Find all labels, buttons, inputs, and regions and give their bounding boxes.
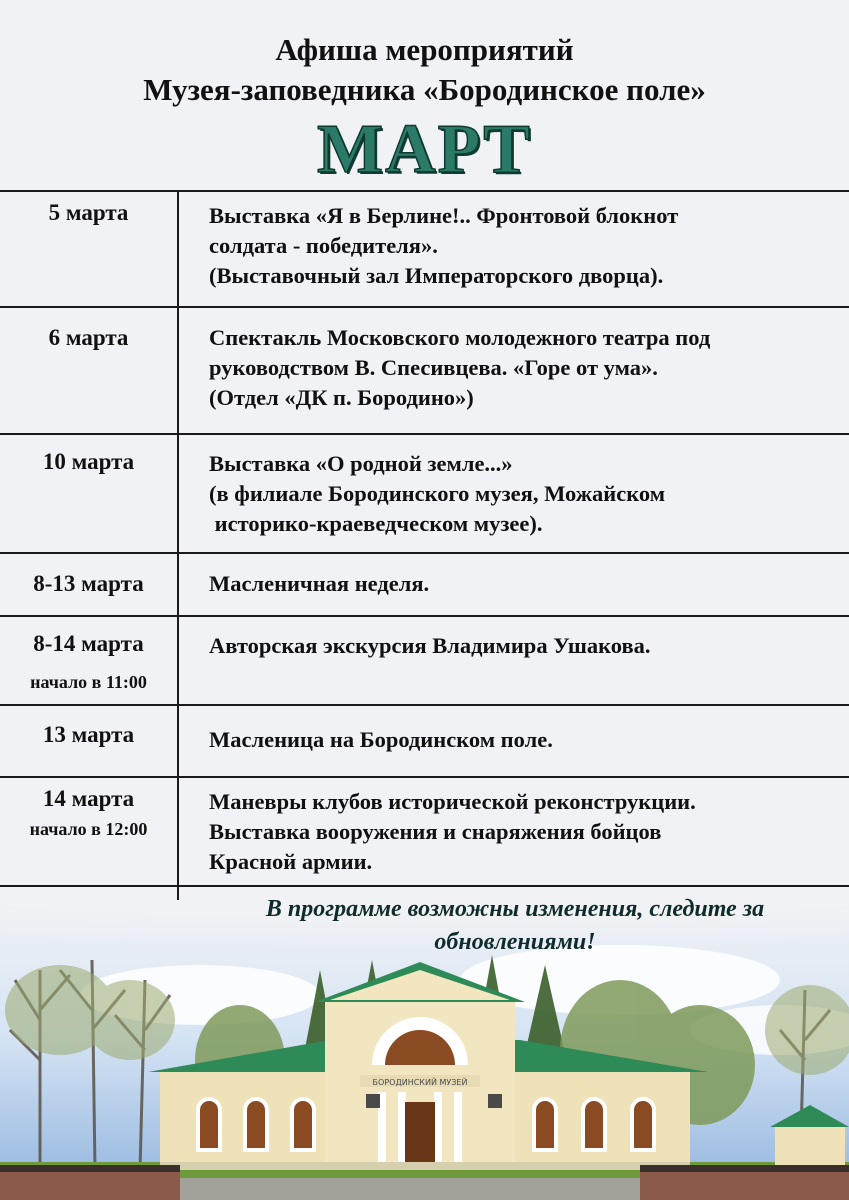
event-description (209, 787, 839, 877)
event-description (209, 323, 839, 413)
event-date: 14 марта (42, 786, 135, 811)
table-rule (0, 190, 849, 192)
event-line: руководством В. Спесивцева. «Горе от ума». (209, 355, 658, 380)
event-description (209, 631, 839, 661)
event-date: 6 марта (48, 325, 129, 350)
event-line: Авторская экскурсия Владимира Ушакова. (209, 633, 651, 658)
event-line: историко-краеведческом музее). (209, 511, 543, 536)
table-rule (0, 552, 849, 554)
museum-sign: БОРОДИНСКИЙ МУЗЕЙ (372, 1078, 468, 1087)
poster-header (0, 0, 849, 190)
event-line: Красной армии. (209, 849, 373, 874)
event-line: Масленичная неделя. (209, 571, 430, 596)
table-rule (0, 306, 849, 308)
poster-title-line1: Афиша мероприятий (275, 32, 574, 67)
table-rule (0, 615, 849, 617)
event-date: 10 марта (42, 449, 135, 474)
poster-title-line2: Музея-заповедника «Бородинское поле» (143, 72, 706, 107)
event-line: (Отдел «ДК п. Бородино») (209, 385, 474, 410)
event-date: 13 марта (42, 722, 135, 747)
event-description (209, 201, 839, 291)
table-rule (0, 704, 849, 706)
event-description (209, 725, 839, 755)
event-line: Выставка «О родной земле...» (209, 451, 513, 476)
table-rule (0, 885, 849, 887)
event-line: Выставка вооружения и снаряжения бойцов (209, 819, 662, 844)
event-date: 8-13 марта (33, 571, 144, 596)
table-rule (0, 433, 849, 435)
changes-notice (190, 893, 840, 959)
event-description (209, 569, 839, 599)
changes-notice-line2: обновлениями! (434, 929, 596, 955)
table-rule (0, 776, 849, 778)
event-line: солдата - победителя». (209, 233, 438, 258)
event-line: Маневры клубов исторической реконструкции. (209, 789, 696, 814)
month-heading: МАРТ (317, 111, 532, 188)
event-date: 8-14 марта (33, 631, 144, 656)
event-line: Масленица на Бородинском поле. (209, 727, 553, 752)
event-date: 5 марта (48, 200, 129, 225)
event-line: (в филиале Бородинского музея, Можайском (209, 481, 666, 506)
event-line: Выставка «Я в Берлине!.. Фронтовой блокнот (209, 203, 679, 228)
event-line: (Выставочный зал Императорского дворца). (209, 263, 664, 288)
changes-notice-line1: В программе возможны изменения, следите за (265, 896, 765, 922)
event-start-time: начало в 12:00 (29, 819, 148, 839)
table-column-divider (177, 190, 179, 975)
event-start-time: начало в 11:00 (30, 672, 147, 692)
event-description (209, 449, 839, 539)
event-line: Спектакль Московского молодежного театра под (209, 325, 711, 350)
